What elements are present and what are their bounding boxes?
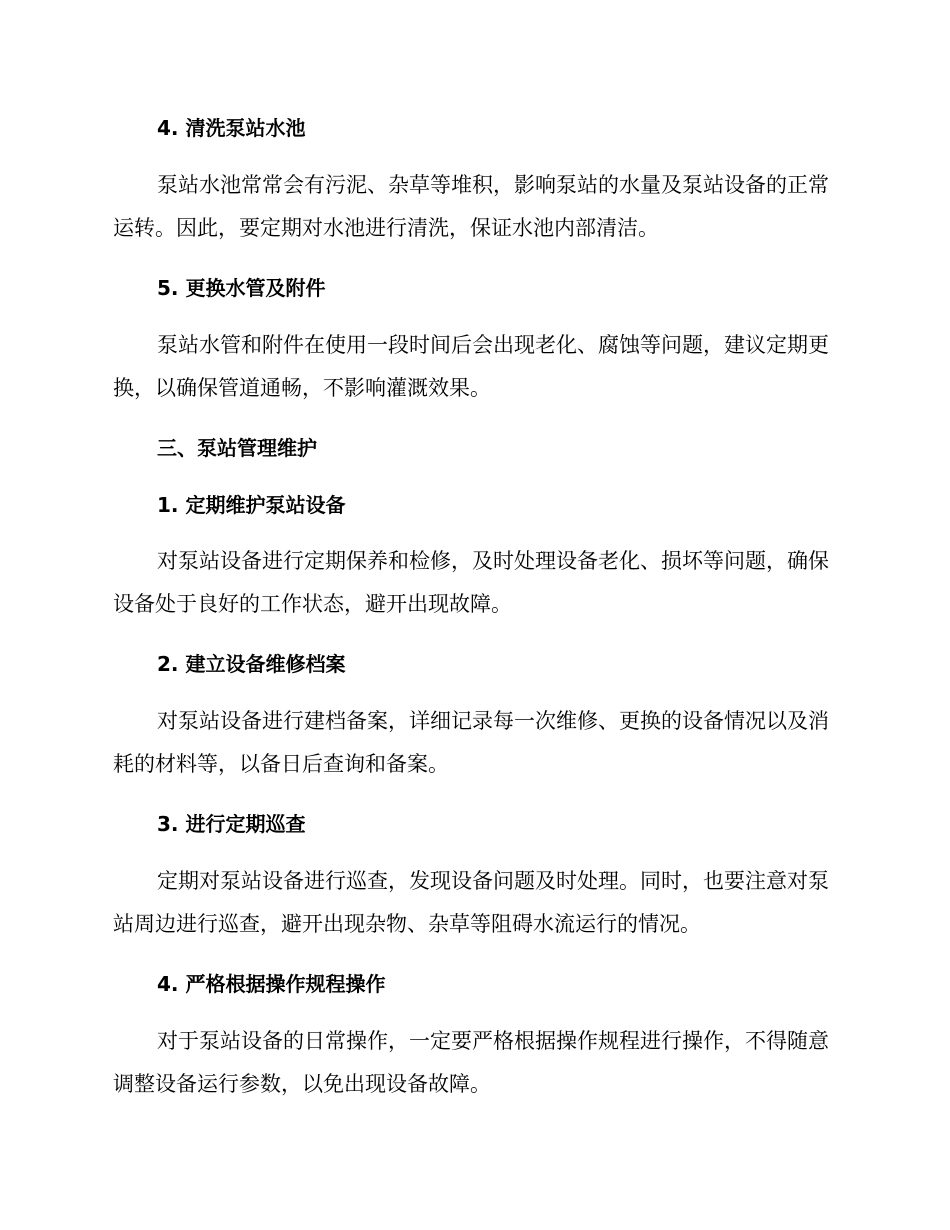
section-heading-clean-pool: 4. 清洗泵站水池 xyxy=(157,116,306,140)
paragraph-operating-rules: 对于泵站设备的日常操作，一定要严格根据操作规程进行操作，不得随意调整设备运行参数，以免出现设备故障。 xyxy=(113,1029,829,1096)
chapter-heading-management: 三、泵站管理维护 xyxy=(157,436,317,460)
section-heading-inspection: 3. 进行定期巡查 xyxy=(157,812,306,836)
paragraph-repair-archive: 对泵站设备进行建档备案，详细记录每一次维修、更换的设备情况以及消耗的材料等，以备日后查询和备案。 xyxy=(113,709,829,776)
section-heading-replace-pipes: 5. 更换水管及附件 xyxy=(157,276,326,300)
section-heading-operating-rules: 4. 严格根据操作规程操作 xyxy=(157,972,386,996)
section-heading-repair-archive: 2. 建立设备维修档案 xyxy=(157,652,346,676)
paragraph-replace-pipes: 泵站水管和附件在使用一段时间后会出现老化、腐蚀等问题，建议定期更换，以确保管道通畅，不影响灌溉效果。 xyxy=(113,333,829,400)
paragraph-regular-maintenance: 对泵站设备进行定期保养和检修，及时处理设备老化、损坏等问题，确保设备处于良好的工作状态，避开出现故障。 xyxy=(113,549,829,616)
paragraph-clean-pool: 泵站水池常常会有污泥、杂草等堆积，影响泵站的水量及泵站设备的正常运转。因此，要定期对水池进行清洗，保证水池内部清洁。 xyxy=(113,173,829,240)
paragraph-inspection: 定期对泵站设备进行巡查，发现设备问题及时处理。同时，也要注意对泵站周边进行巡查，避开出现杂物、杂草等阻碍水流运行的情况。 xyxy=(113,869,829,936)
section-heading-regular-maintenance: 1. 定期维护泵站设备 xyxy=(157,493,346,517)
